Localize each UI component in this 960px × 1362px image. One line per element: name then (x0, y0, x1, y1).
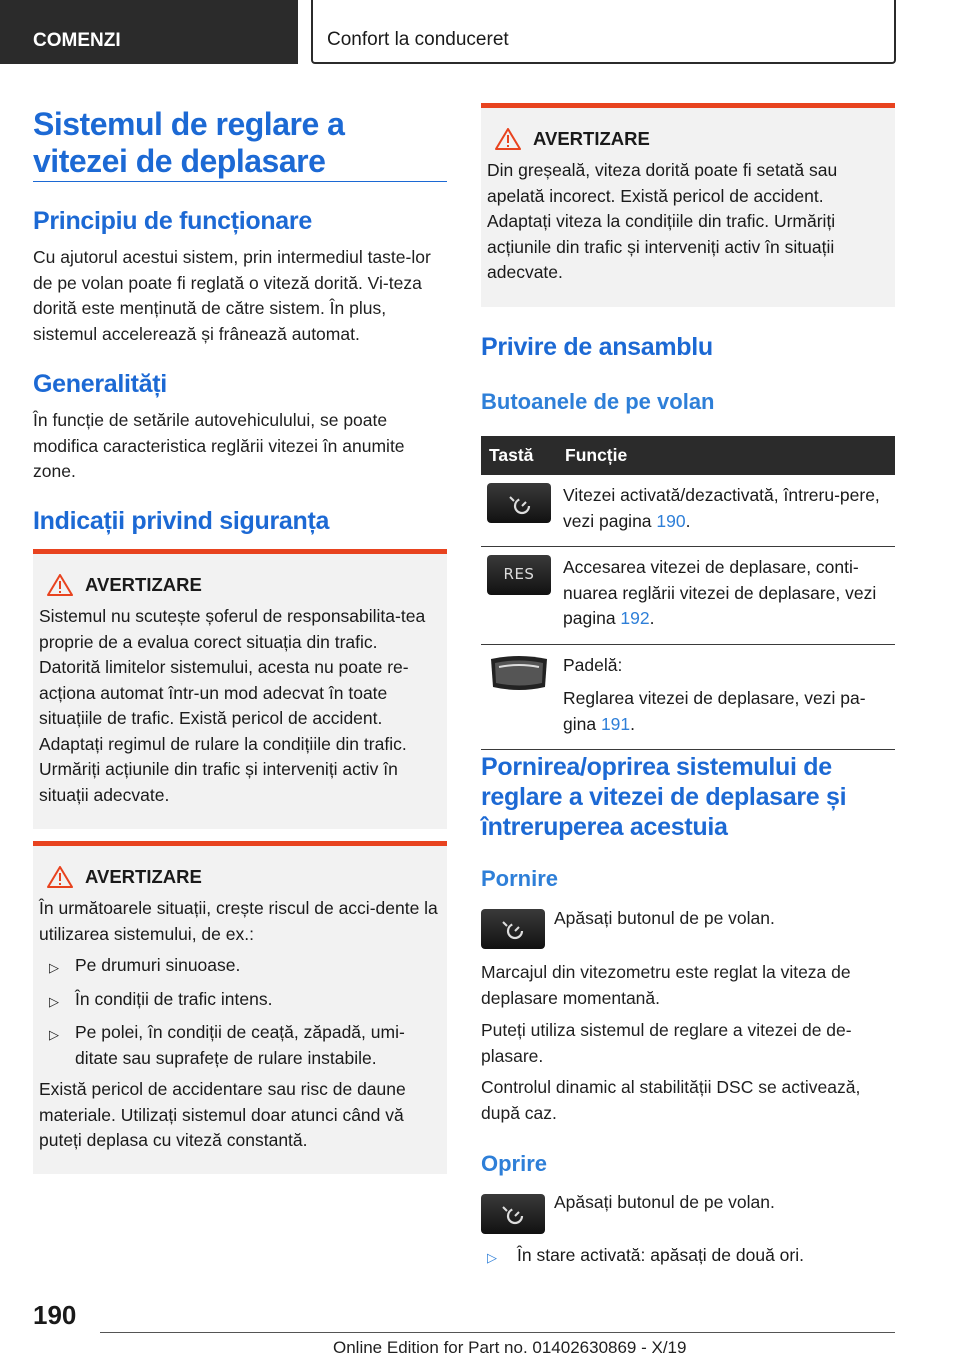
section-tab (0, 0, 298, 64)
onoff-heading: Pornirea/oprirea sistemului de reglare a vitezei de deplasare și întreruperea acestuia (481, 753, 847, 841)
page-number: 190 (33, 1300, 77, 1330)
warning-box-1 (33, 549, 447, 829)
principle-heading: Principiu de funcționare (33, 207, 312, 235)
warning-header (495, 128, 889, 150)
footer-divider (100, 1332, 895, 1333)
stop-heading: Oprire (481, 1151, 548, 1176)
warning-box-3 (481, 103, 895, 307)
warning-text: Din greșeală, viteza dorită poate fi setată sau apelată incorect. Există pericol de accident. Adaptați viteza la condițiile din trafic. Urmăriți acțiunile din trafic și interveniți activ în situații adecvate. (487, 160, 838, 282)
stop-press-text: Apăsați butonul de pe volan. (554, 1192, 775, 1212)
list-item: ▷ În stare activată: apăsați de două ori. (481, 1243, 895, 1271)
warning-intro: În următoarele situații, crește riscul de acci-dente la utilizarea sistemului, de ex.: (39, 898, 438, 944)
warning-label: AVERTIZARE (85, 866, 202, 887)
warning-triangle-icon (47, 866, 73, 888)
table-row: Padelă: Reglarea vitezei de deplasare, vezi pa-gina 191. (481, 644, 895, 750)
title-underline (33, 181, 447, 182)
bullet-triangle-icon: ▷ (49, 1027, 59, 1042)
speed-control-button-icon (481, 1194, 545, 1234)
paddle-icon (487, 653, 551, 693)
warning-label: AVERTIZARE (533, 128, 650, 149)
chapter-tab (311, 0, 896, 64)
buttons-heading: Butoanele de pe volan (481, 389, 715, 414)
overview-heading: Privire de ansamblu (481, 333, 713, 361)
general-text: În funcție de setările autovehiculului, se poate modifica caracteristica reglării vitezei în anumite zone. (33, 410, 405, 481)
table-header-row (481, 436, 895, 475)
page-title: Sistemul de reglare a vitezei de deplasare (33, 106, 345, 179)
warning-triangle-icon (47, 574, 73, 596)
speed-control-button-icon (481, 909, 545, 949)
warning-label: AVERTIZARE (85, 574, 202, 595)
list-item: ▷ Pe polei, în condiții de ceață, zăpadă, umi-ditate sau suprafețe de rulare instabile. (39, 1020, 441, 1071)
page-link[interactable]: 191 (600, 713, 631, 734)
start-press-text: Apăsați butonul de pe volan. (554, 908, 775, 928)
warning-box-2 (33, 841, 447, 1174)
warning-header (47, 574, 441, 596)
list-item: ▷ În condiții de trafic intens. (39, 987, 441, 1015)
warning-triangle-icon (495, 128, 521, 150)
start-heading: Pornire (481, 866, 559, 891)
column-header-key: Tastă (481, 436, 557, 475)
buttons-table (481, 436, 895, 750)
bullet-triangle-icon: ▷ (49, 960, 59, 975)
warning-header (47, 866, 441, 888)
warning-text: Sistemul nu scutește șoferul de responsabilita-tea proprie de a evalua corect situația din trafic. Datorită limitelor sistemului, acesta nu poate re-acționa automat într-un mod adecvat în toate situațiile de trafic. Există pericol de accident. Adaptați regimul de rulare la condițiile din trafic. Urmăriți acțiunile din trafic și interveniți activ în situații adecvate. (39, 606, 426, 805)
column-header-function: Funcție (557, 436, 895, 475)
page-link[interactable]: 190 (656, 510, 686, 531)
start-paragraph-1: Marcajul din vitezometru este reglat la viteza de deplasare momentană. (481, 962, 851, 1008)
bullet-triangle-icon: ▷ (487, 1250, 497, 1265)
speed-control-button-icon (487, 483, 551, 523)
edition-text: Online Edition for Part no. 01402630869 - X/19 (333, 1338, 687, 1357)
warning-outro: Există pericol de accidentare sau risc de daune materiale. Utilizați sistemul doar atunci când vă puteți deplasa cu viteză constantă. (39, 1079, 406, 1150)
table-row: RES Accesarea vitezei de deplasare, conti-nuarea reglării vitezei de deplasare, vezi pagina 192. (481, 547, 895, 645)
safety-heading: Indicații privind siguranța (33, 507, 330, 535)
page-link[interactable]: 192 (620, 608, 650, 628)
start-paragraph-2: Puteți utiliza sistemul de reglare a vitezei de de-plasare. (481, 1020, 852, 1066)
general-heading: Generalități (33, 370, 167, 398)
bullet-triangle-icon: ▷ (49, 993, 59, 1009)
table-row: Vitezei activată/dezactivată, întreru-pere, vezi pagina 190. (481, 475, 895, 547)
principle-text: Cu ajutorul acestui sistem, prin intermediul taste-lor de pe volan poate fi reglată o viteză dorită. Vi-teza dorită este menținută de către sistem. În plus, sistemul accelerează și frânează automat. (33, 247, 431, 344)
chapter-label: Confort la conduceret (327, 29, 509, 50)
list-item: ▷ Pe drumuri sinuoase. (39, 953, 441, 981)
section-label: COMENZI (33, 30, 121, 51)
res-button-icon: RES (487, 555, 551, 595)
start-paragraph-3: Controlul dinamic al stabilității DSC se activează, după caz. (481, 1077, 861, 1123)
